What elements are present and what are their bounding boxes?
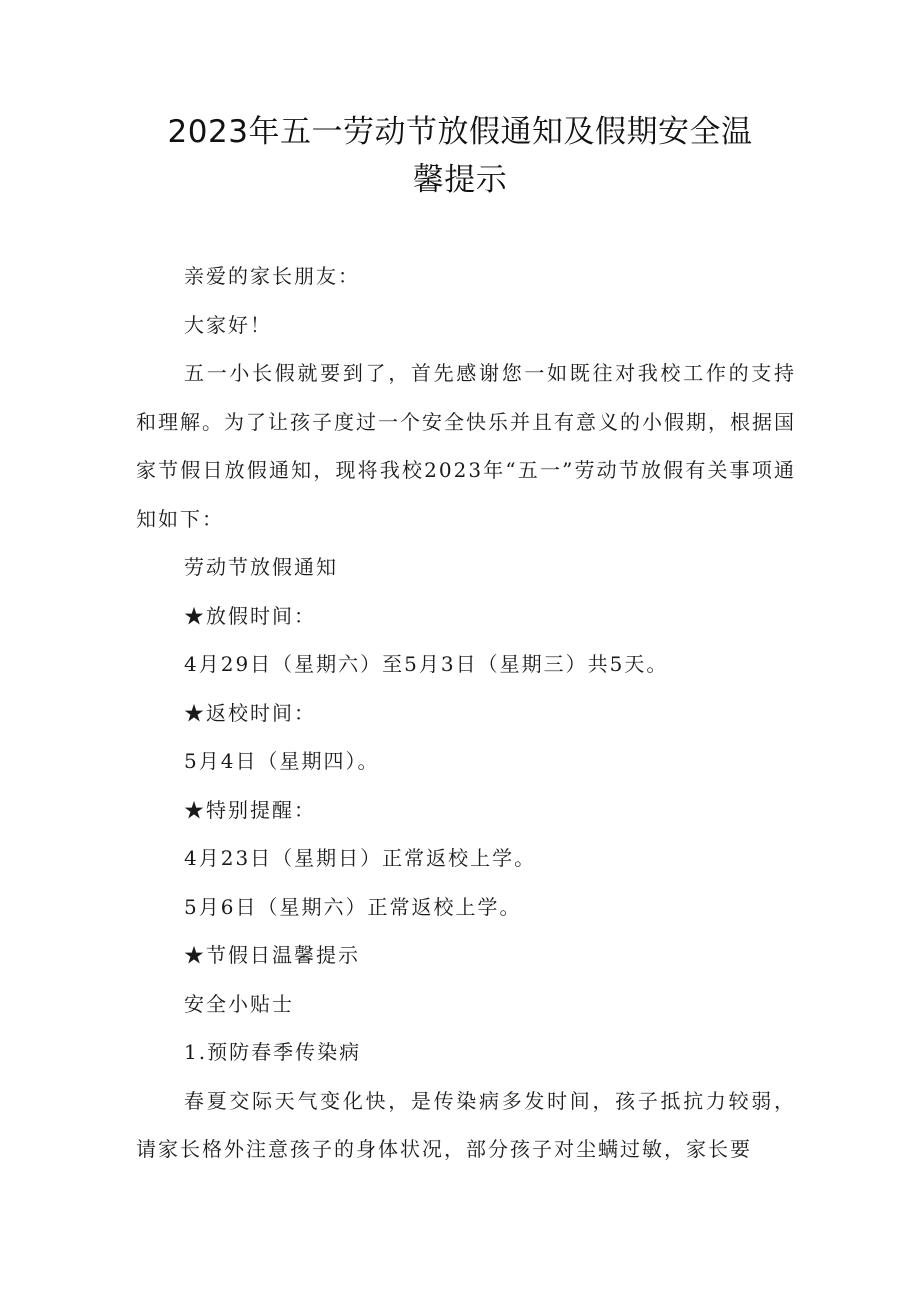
holiday-tips-heading: ★节假日温馨提示 [184,943,360,967]
document-body [136,252,796,1174]
holiday-time-text: 4月29日（星期六）至5月3日（星期三）共5天。 [184,652,669,676]
safety-tips-heading: 安全小贴士 [184,991,294,1016]
special-reminder-heading: ★特别提醒： [184,797,316,822]
return-time-heading: ★返校时间： [184,700,316,725]
special-reminder-line-1: 4月23日（星期日）正常返校上学。 [184,846,537,870]
tip-1-text: 春夏交际天气变化快，是传染病多发时间，孩子抵抗力较弱，请家长格外注意孩子的身体状况，部分孩子对尘螨过敏，家长要 [136,1088,796,1161]
special-reminder-line-2: 5月6日（星期六）正常返校上学。 [184,894,522,919]
holiday-time-heading: ★放假时间： [184,603,316,628]
title-line-1: 2023年五一劳动节放假通知及假期安全温 [167,114,753,150]
greeting: 大家好！ [184,312,272,337]
section-heading-holiday-notice: 劳动节放假通知 [184,555,338,579]
salutation: 亲爱的家长朋友： [184,264,360,288]
title-line-2: 馨提示 [412,162,508,198]
intro-paragraph: 五一小长假就要到了，首先感谢您一如既往对我校工作的支持和理解。为了让孩子度过一个安全快乐并且有意义的小假期，根据国家节假日放假通知，现将我校2023年“五一”劳动节放假有关事项通知如下： [136,361,796,531]
return-time-text: 5月4日（星期四）。 [184,749,380,773]
tip-1-heading: 1.预防春季传染病 [184,1040,362,1064]
document-title [100,108,820,204]
